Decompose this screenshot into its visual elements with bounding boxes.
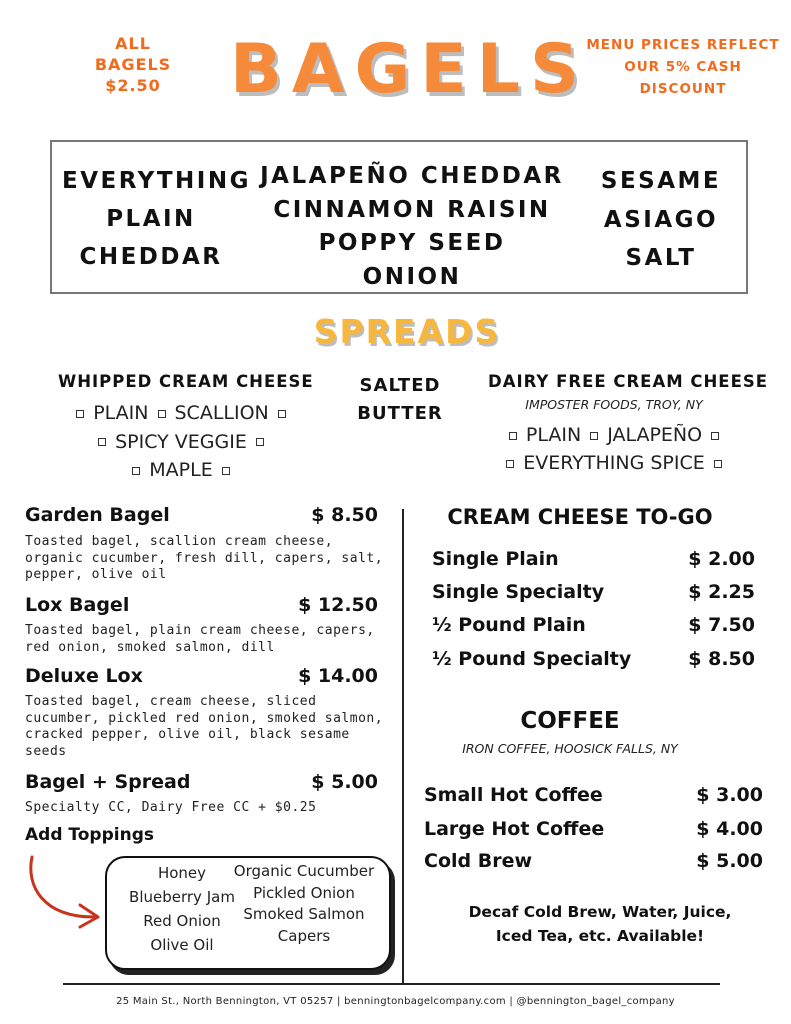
bagel-flavor: EVERYTHING [62, 168, 251, 194]
salted-butter-heading [356, 372, 444, 428]
bagel-flavor: PLAIN [106, 206, 196, 232]
cream-cheese-to-go-heading: CREAM CHEESE TO-GO [447, 505, 713, 529]
cash-note-line: OUR 5% CASH [624, 59, 742, 75]
spread-item: SPICY VEGGIE [115, 430, 247, 453]
menu-item-price: $ 8.50 [311, 504, 378, 526]
curved-arrow-icon [22, 855, 112, 935]
other-drinks-line: Decaf Cold Brew, Water, Juice, [468, 903, 732, 921]
other-drinks-note [410, 900, 790, 948]
menu-item-price: $ 12.50 [298, 594, 378, 616]
bagel-column [62, 162, 251, 276]
bagel-column [252, 160, 572, 294]
coffee-item-name: Small Hot Coffee [424, 784, 603, 806]
bullet-square-icon [132, 467, 140, 475]
spread-row [50, 428, 312, 457]
spread-item: PLAIN [93, 402, 149, 424]
add-toppings-label: Add Toppings [25, 825, 154, 845]
spread-item: EVERYTHING SPICE [523, 452, 705, 474]
bullet-square-icon [711, 432, 719, 440]
cash-note-line: MENU PRICES REFLECT [586, 37, 780, 53]
menu-item-price: $ 14.00 [298, 665, 378, 687]
to-go-item-name: Single Specialty [432, 581, 605, 603]
bullet-square-icon [158, 410, 166, 418]
bagel-flavors-box [50, 140, 748, 294]
bagel-flavor: CINNAMON RAISIN [273, 196, 551, 223]
coffee-item-name: Large Hot Coffee [424, 818, 605, 840]
bagel-column [590, 162, 732, 278]
cash-note-line: DISCOUNT [639, 81, 727, 97]
spread-item: JALAPEÑO [607, 424, 703, 446]
bagel-flavor: CHEDDAR [79, 244, 223, 270]
spread-item: PLAIN [525, 424, 582, 446]
bullet-square-icon [590, 432, 598, 440]
bullet-square-icon [98, 438, 106, 446]
spread-row [486, 449, 742, 477]
bagel-flavor: ONION [362, 263, 462, 290]
menu-item-name: Deluxe Lox [25, 665, 143, 687]
bullet-square-icon [222, 467, 230, 475]
to-go-item-name: Single Plain [432, 548, 559, 570]
bullet-square-icon [506, 460, 514, 468]
topping-item: Red Onion [143, 912, 221, 930]
toppings-box [105, 856, 391, 970]
menu-item-description: Specialty CC, Dairy Free CC + $0.25 [25, 800, 317, 815]
menu-item-description: Toasted bagel, cream cheese, sliced cucumber, pickled red onion, smoked salmon, cracked pepper, olive oil, black sesame seeds [25, 694, 384, 759]
salted-butter-line: SALTED [359, 375, 441, 396]
footer-contact: 25 Main St., North Bennington, VT 05257 | benningtonbagelcompany.com | @bennington_bagel_company [116, 996, 675, 1007]
all-bagels-price-note [78, 33, 188, 96]
coffee-item-name: Cold Brew [424, 850, 533, 872]
toppings-column [117, 861, 247, 957]
price-note-line: ALL [115, 34, 151, 53]
bullet-square-icon [256, 438, 264, 446]
coffee-heading: COFFEE [520, 708, 620, 734]
to-go-item-price: $ 2.00 [688, 548, 755, 570]
dairy-free-list [486, 421, 742, 477]
to-go-item-name: ½ Pound Plain [432, 614, 586, 636]
other-drinks-line: Iced Tea, etc. Available! [495, 927, 705, 945]
menu-item-name: Garden Bagel [25, 504, 170, 526]
bagel-flavor: SALT [625, 245, 697, 271]
bullet-square-icon [714, 460, 722, 468]
bagel-flavor: ASIAGO [603, 206, 719, 233]
footer-divider [63, 983, 720, 985]
spreads-heading: SPREADS [313, 312, 501, 351]
menu-item-description: Toasted bagel, scallion cream cheese, organic cucumber, fresh dill, capers, salt, pepper, olive oil [25, 534, 384, 582]
bagel-flavor: JALAPEÑO CHEDDAR [260, 163, 564, 189]
spread-item: SCALLION [174, 402, 269, 424]
topping-item: Capers [277, 926, 331, 945]
cash-discount-note [578, 34, 788, 100]
whipped-cream-cheese-list [50, 399, 312, 485]
dairy-free-supplier: IMPOSTER FOODS, TROY, NY [525, 397, 703, 412]
spread-item: MAPLE [149, 459, 213, 481]
topping-item: Blueberry Jam [129, 888, 235, 906]
menu-item-name: Bagel + Spread [25, 771, 191, 793]
coffee-item-price: $ 3.00 [696, 784, 763, 806]
bullet-square-icon [509, 432, 517, 440]
menu-item-description: Toasted bagel, plain cream cheese, capers, red onion, smoked salmon, dill [25, 623, 375, 655]
bagel-flavor: POPPY SEED [318, 230, 506, 256]
coffee-supplier: IRON COFFEE, HOOSICK FALLS, NY [462, 741, 678, 756]
topping-item: Pickled Onion [253, 883, 355, 902]
menu-item-price: $ 5.00 [311, 771, 378, 793]
toppings-column [229, 861, 379, 947]
topping-item: Honey [157, 864, 207, 882]
page-title: BAGELS [230, 30, 590, 109]
coffee-item-price: $ 4.00 [696, 818, 763, 840]
topping-item: Smoked Salmon [243, 905, 365, 923]
dairy-free-cream-cheese-heading: DAIRY FREE CREAM CHEESE [488, 372, 768, 391]
topping-item: Organic Cucumber [233, 862, 375, 880]
salted-butter-line: BUTTER [357, 403, 443, 424]
topping-item: Olive Oil [150, 936, 214, 954]
bagel-flavor: SESAME [600, 168, 722, 194]
to-go-item-price: $ 7.50 [688, 614, 755, 636]
to-go-item-price: $ 2.25 [688, 581, 755, 603]
menu-item-name: Lox Bagel [25, 594, 130, 616]
coffee-item-price: $ 5.00 [696, 850, 763, 872]
bullet-square-icon [278, 410, 286, 418]
whipped-cream-cheese-heading: WHIPPED CREAM CHEESE [58, 372, 314, 391]
vertical-divider [402, 509, 404, 985]
price-note-line: BAGELS [94, 55, 172, 74]
price-note-line: $2.50 [105, 76, 161, 95]
spread-row [50, 456, 312, 485]
bullet-square-icon [76, 410, 84, 418]
spread-row [486, 421, 742, 449]
to-go-item-name: ½ Pound Specialty [432, 648, 632, 670]
to-go-item-price: $ 8.50 [688, 648, 755, 670]
spread-row [50, 399, 312, 428]
